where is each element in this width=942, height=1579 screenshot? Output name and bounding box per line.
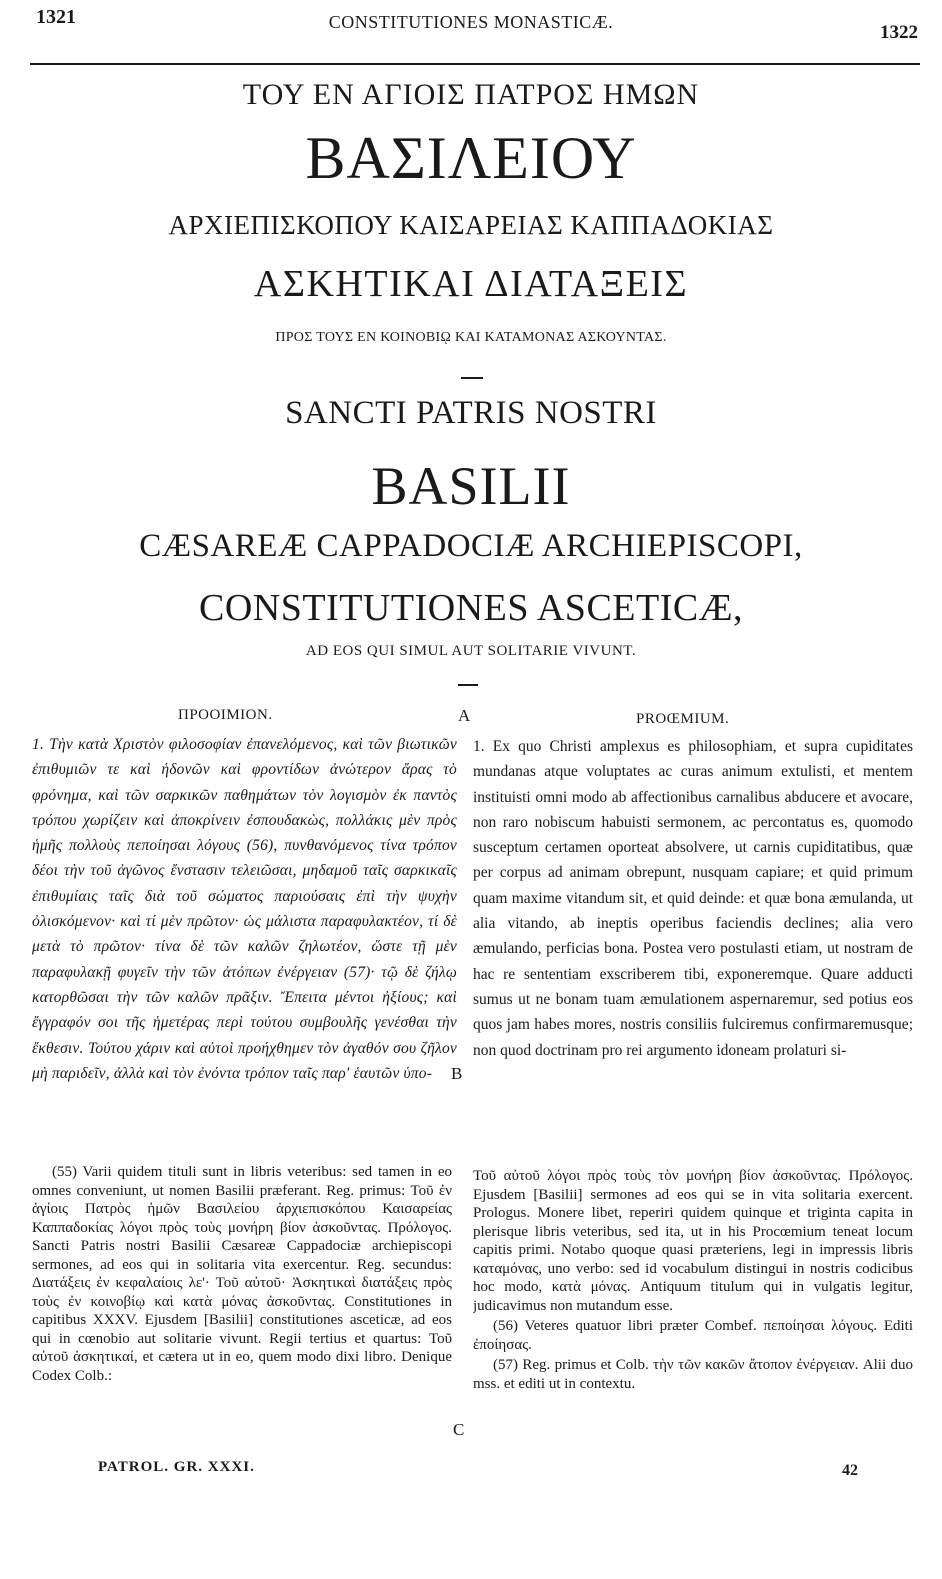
greek-title-line-1: ΤΟΥ ΕΝ ΑΓΙΟΙΣ ΠΑΤΡΟΣ ΗΜΩΝ [242, 78, 700, 111]
greek-column-text [32, 732, 457, 1160]
footnotes-right [473, 1167, 913, 1457]
latin-title-name: BASILII [371, 456, 571, 516]
latin-title-work: CONSTITUTIONES ASCETICÆ, [198, 587, 744, 629]
latin-title-line-1: SANCTI PATRIS NOSTRI [285, 395, 657, 431]
footnotes-left [32, 1163, 452, 1453]
greek-title-subtitle: ΠΡΟΣ ΤΟΥΣ ΕΝ ΚΟΙΝΟΒΙῼ ΚΑΙ ΚΑΤΑΜΟΝΑΣ ΑΣΚΟΥΝΤΑΣ. [275, 330, 667, 345]
greek-paragraph: 1. Τὴν κατὰ Χριστὸν φιλοσοφίαν ἐπανελόμενος, καὶ τῶν βιωτικῶν ἐπιθυμιῶν τε καὶ ἡδονῶν καὶ φροντίδων ἀνώτερον ἄρας τὸ φρόνημα, καὶ τῶν σαρκικῶν παθημάτων τὸν λογισμὸν ἐκ παντὸς τρόπου χωρίζειν καὶ ἀποκρίνειν ἐσπουδακὼς, πολλάκις μὲν πρὸς ἡμῆς πολλοὺς πεποίησαι λόγους (56), πυνθανόμενος τίνα τρόπον δέοι τὴν τοῦ ἀγῶνος ἔνστασιν τελειῶσαι, μηδαμοῦ ταῖς σαρκικαῖς ἐπιθυμίαις ταῖς διὰ τοῦ σώματος παριούσαις ἐπὶ τὴν ψυχὴν ὀλισκόμενον· καὶ τί μὲν πρῶτον· ὡς μάλιστα παραφυλακτέον, τί δὲ μετὰ τὸ πρῶτον· τίνα δὲ τῶν καλῶν ζηλωτέον, ὥστε τῇ μὲν παραφυλακῇ φυγεῖν τὴν τῶν ἀτόπων ἐνέργειαν (57)· τῷ δὲ ζήλῳ κατορθῶσαι τὴν τῶν καλῶν πρᾶξιν. Ἔπειτα μέντοι ἠξίους; καὶ ἔγγραφόν σοι τῆς ἡμετέρας περὶ τούτου συμβουλῆς γενέσθαι τὴν ἔκθεσιν. Τούτου χάριν καὶ αὐτοὶ προήχθημεν τὸν ἀγαθόν σου ζῆλον μὴ παριδεῖν, ἀλλὰ καὶ τὸν ἐνόντα τρόπον ταῖς παρ' ἑαυτῶν ὑπο- [32, 736, 457, 1082]
margin-letter-a: A [458, 706, 471, 725]
latin-paragraph: 1. Ex quo Christi amplexus es philosophiam, et supra cupiditates mundanas atque voluptates ac curas animum extulisti, et mentem instituisti omni modo ab affectionibus carnalibus abducere et avocare, non raro nobiscum habuisti sermonem, ac percontatus es, quomodo susceptum certamen oporteat absolvere, ut carnis cupiditatibus, quæ per corpus ad animam obrepunt, nusquam capiare; et quid primum quam maxime vitandum sit, et quid deinde: et quæ bona æmulanda, ut alia vitando, ab ineptis operibus faciendis declines; alia vero æmulando, perficias bona. Postea vero postulasti etiam, ut nostram de hac re sententiam exscriberem tibi, exponeremque. Quare adducti sumus ut ne bonam tuam æmulationem aspernaremur, sed potius eos quos jam habes mores, nostris consiliis fulciremus confirmaremusque; non quod doctrinam pro rei argumento idoneam prolaturi si- [473, 738, 913, 1059]
title-divider-2 [458, 684, 478, 686]
page-number-left: 1321 [36, 6, 76, 28]
gathering-signature: 42 [842, 1462, 858, 1479]
header-rule [30, 63, 920, 65]
title-divider [461, 377, 483, 379]
latin-title-line-3: CÆSAREÆ CAPPADOCIÆ ARCHIEPISCOPI, [139, 528, 803, 564]
running-title: CONSTITUTIONES MONASTICÆ. [328, 12, 614, 32]
latin-title-subtitle: AD EOS QUI SIMUL AUT SOLITARIE VIVUNT. [305, 643, 637, 659]
greek-title-work: ΑΣΚΗΤΙΚΑΙ ΔΙΑΤΑΞΕΙΣ [253, 263, 689, 305]
footnote-56: (56) Veteres quatuor libri præter Combef. πεποίησαι λόγους. Editi ἐποίησας. [473, 1318, 913, 1353]
greek-title-name: ΒΑΣΙΛΕΙΟΥ [305, 125, 637, 191]
collection-signature: PATROL. GR. XXXI. [98, 1459, 255, 1475]
latin-column-text [473, 734, 913, 1162]
footnote-55-continuation: Τοῦ αὐτοῦ λόγοι πρὸς τοὺς τὸν μονήρη βίον ἀσκοῦντας. Πρόλογος. Ejusdem [Basilii] sermones ad eos qui se in vita solitaria exercent. Prologus. Monere libet, reperiri quidem quinque et triginta capita in plerisque libris veteribus, sed ita, ut in his Procœmium teneat locum capitis primi. Notabo quoque quasi præteriens, legi in impressis libris καταμόνας, uno verbo: sed id vocabulum distingui in nostris codicibus hoc modo, κατὰ μόνας. Antiquum titulum qui in vulgatis legitur, judicavimus non mutandum esse. [473, 1168, 913, 1314]
margin-letter-c: C [453, 1420, 465, 1439]
margin-letter-b: B [451, 1064, 463, 1083]
page-number-right: 1322 [880, 22, 918, 43]
footnote-57: (57) Reg. primus et Colb. τὴν τῶν κακῶν ἄτοπον ἐνέργειαν. Alii duo mss. et editi ut in contextu. [473, 1357, 913, 1392]
greek-title-line-3: ΑΡΧΙΕΠΙΣΚΟΠΟΥ ΚΑΙΣΑΡΕΙΑΣ ΚΑΠΠΑΔΟΚΙΑΣ [168, 210, 774, 240]
latin-column-heading: PROŒMIUM. [636, 711, 730, 727]
greek-column-heading: ΠΡΟΟΙΜΙΟΝ. [178, 707, 273, 723]
footnote-55: (55) Varii quidem tituli sunt in libris veteribus: sed tamen in eo omnes conveniunt, ut nomen Basilii præferant. Reg. primus: Τοῦ ἐν ἁγίοις Πατρὸς ἡμῶν Βασιλείου ἀρχιεπισκόπου Καισαρείας Καππαδοκίας λόγοι πρὸς τοὺς μονήρη βίον ἀσκοῦντας. Πρόλογος. Sancti Patris nostri Basilii Cæsareæ Cappadociæ archiepiscopi sermones, ad eos qui in solitaria vita exercentur. Reg. secundus: Διατάξεις ἐν κεφαλαίοις λε'· Τοῦ αὐτοῦ· Ἀσκητικαὶ διατάξεις πρὸς τοὺς ἐν κοινοβίῳ καὶ κατὰ μόνας ἀσκοῦντας. Constitutiones in capitibus XXXV. Ejusdem [Basilii] constitutiones asceticæ, ad eos qui in cœnobio aut solitarie vivunt. Regii tertius et quartus: Τοῦ αὐτοῦ ἀσκητικαί, et cætera ut in eo, quem modo dixi libro. Denique Codex Colb.: [32, 1164, 452, 1384]
